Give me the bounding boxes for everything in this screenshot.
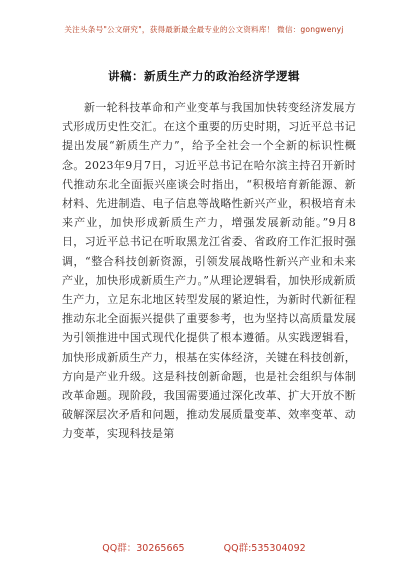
footer-qq-group-1: QQ群：30265665: [102, 543, 185, 554]
document-title: 讲稿：新质生产力的政治经济学逻辑: [108, 69, 300, 83]
document-body: [62, 98, 356, 444]
header-banner: 关注头条号"公文研究"，获得最新最全最专业的公文资料库！ 微信：gongwenyj: [64, 25, 344, 34]
footer-qq-group-2: QQ群:535304092: [223, 543, 306, 554]
body-paragraph: 新一轮科技革命和产业变革与我国加快转变经济发展方式形成历史性交汇。在这个重要的历史时期，习近平总书记提出发展“新质生产力”，给予全社会一个全新的标识性概念。2023年9月7日，习近平总书记在哈尔滨主持召开新时代推动东北全面振兴座谈会时指出，“积极培育新能源、新材料、先进制造、电子信息等战略性新兴产业，积极培育未来产业，加快形成新质生产力，增强发展新动能。”9月8日，习近平总书记在听取黑龙江省委、省政府工作汇报时强调，“整合科技创新资源，引领发展战略性新兴产业和未来产业，加快形成新质生产力。”从理论逻辑看，加快形成新质生产力，立足东北地区转型发展的紧迫性，为新时代新征程推动东北全面振兴提供了重要参考，也为坚持以高质量发展为引领推进中国式现代化提供了根本遵循。从实践逻辑看，加快形成新质生产力，根基在实体经济，关键在科技创新，方向是产业升级。这是科技创新命题，也是社会组织与体制改革命题。现阶段，我国需要通过深化改革、扩大开放不断破解深层次矛盾和问题，推动发展质量变革、效率变革、动力变革，实现科技是第: [62, 101, 356, 441]
footer: [0, 540, 408, 554]
